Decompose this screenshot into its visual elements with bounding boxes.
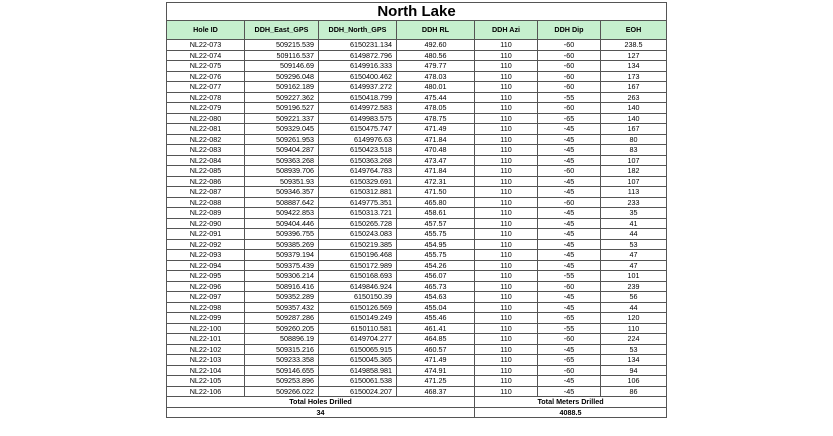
cell-east-gps: 509266.022 [245,386,319,397]
table-row [167,334,667,345]
table-row [167,218,667,229]
cell-dip: -65 [538,355,601,366]
cell-azi: 110 [475,197,538,208]
cell-azi: 110 [475,61,538,72]
cell-eoh: 56 [601,292,667,303]
table-row [167,313,667,324]
cell-eoh: 35 [601,208,667,219]
cell-north-gps: 6150061.538 [319,376,397,387]
cell-eoh: 44 [601,302,667,313]
table-row [167,271,667,282]
cell-north-gps: 6149916.333 [319,61,397,72]
cell-azi: 110 [475,229,538,240]
table-body [167,40,667,397]
cell-north-gps: 6150418.799 [319,92,397,103]
cell-rl: 471.50 [397,187,475,198]
cell-dip: -55 [538,271,601,282]
cell-north-gps: 6149983.575 [319,113,397,124]
cell-eoh: 83 [601,145,667,156]
cell-rl: 480.56 [397,50,475,61]
drill-hole-table [166,2,667,418]
table-row [167,61,667,72]
cell-azi: 110 [475,302,538,313]
column-header-dip: DDH Dip [538,21,601,40]
table-row [167,176,667,187]
cell-east-gps: 509385.269 [245,239,319,250]
cell-dip: -65 [538,113,601,124]
cell-azi: 110 [475,155,538,166]
cell-eoh: 113 [601,187,667,198]
table-row [167,166,667,177]
cell-eoh: 224 [601,334,667,345]
cell-dip: -60 [538,50,601,61]
table-row [167,281,667,292]
cell-eoh: 173 [601,71,667,82]
cell-hole-id: NL22-081 [167,124,245,135]
cell-dip: -45 [538,250,601,261]
total-meters-value: 4088.5 [475,407,667,418]
cell-eoh: 107 [601,155,667,166]
cell-dip: -65 [538,313,601,324]
cell-azi: 110 [475,386,538,397]
cell-azi: 110 [475,166,538,177]
cell-azi: 110 [475,323,538,334]
cell-eoh: 263 [601,92,667,103]
cell-north-gps: 6149937.272 [319,82,397,93]
total-holes-label: Total Holes Drilled [167,397,475,408]
cell-rl: 480.01 [397,82,475,93]
cell-north-gps: 6149764.783 [319,166,397,177]
table-row [167,113,667,124]
cell-dip: -60 [538,82,601,93]
cell-dip: -55 [538,323,601,334]
cell-dip: -60 [538,334,601,345]
cell-eoh: 238.5 [601,40,667,51]
cell-eoh: 80 [601,134,667,145]
cell-rl: 455.75 [397,229,475,240]
cell-east-gps: 509315.216 [245,344,319,355]
cell-azi: 110 [475,260,538,271]
cell-dip: -45 [538,155,601,166]
cell-north-gps: 6149775.351 [319,197,397,208]
cell-east-gps: 509296.048 [245,71,319,82]
cell-rl: 457.57 [397,218,475,229]
cell-east-gps: 509146.69 [245,61,319,72]
cell-azi: 110 [475,239,538,250]
table-row [167,155,667,166]
table-row [167,260,667,271]
cell-eoh: 94 [601,365,667,376]
cell-east-gps: 509287.286 [245,313,319,324]
cell-north-gps: 6150423.518 [319,145,397,156]
cell-rl: 454.95 [397,239,475,250]
column-header-north-gps: DDH_North_GPS [319,21,397,40]
cell-dip: -45 [538,187,601,198]
cell-east-gps: 509375.439 [245,260,319,271]
column-header-azi: DDH Azi [475,21,538,40]
cell-eoh: 239 [601,281,667,292]
total-holes-value: 34 [167,407,475,418]
cell-eoh: 167 [601,124,667,135]
cell-east-gps: 509351.93 [245,176,319,187]
table-row [167,50,667,61]
table-row [167,92,667,103]
cell-north-gps: 6150168.693 [319,271,397,282]
table-row [167,208,667,219]
column-header-rl: DDH RL [397,21,475,40]
table-row [167,302,667,313]
table-row [167,103,667,114]
cell-dip: -45 [538,208,601,219]
cell-rl: 465.80 [397,197,475,208]
cell-azi: 110 [475,113,538,124]
cell-dip: -45 [538,134,601,145]
cell-dip: -60 [538,166,601,177]
cell-azi: 110 [475,355,538,366]
column-header-east-gps: DDH_East_GPS [245,21,319,40]
cell-east-gps: 509146.655 [245,365,319,376]
cell-azi: 110 [475,92,538,103]
cell-hole-id: NL22-106 [167,386,245,397]
cell-hole-id: NL22-091 [167,229,245,240]
totals-label-row [167,397,667,408]
cell-hole-id: NL22-082 [167,134,245,145]
column-header-hole-id: Hole ID [167,21,245,40]
table-row [167,250,667,261]
cell-azi: 110 [475,187,538,198]
cell-rl: 473.47 [397,155,475,166]
cell-east-gps: 509363.268 [245,155,319,166]
cell-hole-id: NL22-076 [167,71,245,82]
cell-north-gps: 6150313.721 [319,208,397,219]
cell-hole-id: NL22-073 [167,40,245,51]
cell-azi: 110 [475,71,538,82]
cell-hole-id: NL22-080 [167,113,245,124]
cell-north-gps: 6149972.583 [319,103,397,114]
cell-dip: -45 [538,239,601,250]
cell-hole-id: NL22-090 [167,218,245,229]
table-row [167,365,667,376]
cell-rl: 456.07 [397,271,475,282]
cell-eoh: 86 [601,386,667,397]
cell-rl: 460.57 [397,344,475,355]
cell-east-gps: 509346.357 [245,187,319,198]
cell-dip: -45 [538,124,601,135]
table-row [167,145,667,156]
cell-rl: 472.31 [397,176,475,187]
cell-east-gps: 509233.358 [245,355,319,366]
cell-rl: 454.26 [397,260,475,271]
cell-azi: 110 [475,313,538,324]
cell-hole-id: NL22-078 [167,92,245,103]
cell-hole-id: NL22-103 [167,355,245,366]
cell-north-gps: 6149976.63 [319,134,397,145]
cell-azi: 110 [475,40,538,51]
cell-azi: 110 [475,208,538,219]
cell-north-gps: 6150150.39 [319,292,397,303]
cell-eoh: 120 [601,313,667,324]
cell-rl: 478.03 [397,71,475,82]
cell-eoh: 53 [601,344,667,355]
cell-east-gps: 509116.537 [245,50,319,61]
table-title: North Lake [167,3,667,21]
cell-dip: -60 [538,103,601,114]
cell-east-gps: 508896.19 [245,334,319,345]
cell-north-gps: 6150149.249 [319,313,397,324]
cell-rl: 471.84 [397,134,475,145]
table-row [167,376,667,387]
cell-rl: 461.41 [397,323,475,334]
cell-azi: 110 [475,50,538,61]
cell-hole-id: NL22-101 [167,334,245,345]
cell-east-gps: 509215.539 [245,40,319,51]
cell-north-gps: 6149846.924 [319,281,397,292]
cell-eoh: 140 [601,103,667,114]
cell-hole-id: NL22-098 [167,302,245,313]
cell-eoh: 107 [601,176,667,187]
cell-azi: 110 [475,281,538,292]
cell-rl: 471.84 [397,166,475,177]
cell-hole-id: NL22-105 [167,376,245,387]
cell-hole-id: NL22-086 [167,176,245,187]
cell-dip: -60 [538,197,601,208]
cell-dip: -45 [538,302,601,313]
cell-east-gps: 509422.853 [245,208,319,219]
cell-north-gps: 6149872.796 [319,50,397,61]
cell-east-gps: 509221.337 [245,113,319,124]
cell-eoh: 182 [601,166,667,177]
cell-dip: -55 [538,92,601,103]
table-row [167,124,667,135]
cell-east-gps: 509260.205 [245,323,319,334]
cell-north-gps: 6150045.365 [319,355,397,366]
cell-north-gps: 6150024.207 [319,386,397,397]
cell-rl: 474.91 [397,365,475,376]
cell-rl: 458.61 [397,208,475,219]
cell-rl: 475.44 [397,92,475,103]
column-header-row [167,21,667,40]
cell-rl: 455.75 [397,250,475,261]
cell-azi: 110 [475,344,538,355]
cell-north-gps: 6150172.989 [319,260,397,271]
table-row [167,386,667,397]
cell-east-gps: 508887.642 [245,197,319,208]
cell-rl: 465.73 [397,281,475,292]
cell-eoh: 101 [601,271,667,282]
cell-eoh: 127 [601,50,667,61]
table-row [167,40,667,51]
cell-azi: 110 [475,176,538,187]
table-row [167,82,667,93]
total-meters-label: Total Meters Drilled [475,397,667,408]
cell-eoh: 134 [601,355,667,366]
cell-rl: 455.04 [397,302,475,313]
cell-eoh: 47 [601,260,667,271]
cell-eoh: 41 [601,218,667,229]
cell-hole-id: NL22-079 [167,103,245,114]
cell-east-gps: 509352.289 [245,292,319,303]
cell-east-gps: 509306.214 [245,271,319,282]
cell-azi: 110 [475,271,538,282]
cell-hole-id: NL22-093 [167,250,245,261]
cell-dip: -45 [538,386,601,397]
cell-hole-id: NL22-085 [167,166,245,177]
table-row [167,187,667,198]
cell-dip: -60 [538,40,601,51]
cell-rl: 471.49 [397,355,475,366]
cell-north-gps: 6150312.881 [319,187,397,198]
cell-hole-id: NL22-096 [167,281,245,292]
cell-north-gps: 6150196.468 [319,250,397,261]
cell-north-gps: 6150329.691 [319,176,397,187]
cell-eoh: 106 [601,376,667,387]
cell-hole-id: NL22-100 [167,323,245,334]
cell-east-gps: 509396.755 [245,229,319,240]
cell-east-gps: 509379.194 [245,250,319,261]
cell-north-gps: 6150363.268 [319,155,397,166]
cell-dip: -45 [538,344,601,355]
cell-eoh: 110 [601,323,667,334]
cell-east-gps: 509404.446 [245,218,319,229]
cell-azi: 110 [475,218,538,229]
cell-eoh: 53 [601,239,667,250]
cell-dip: -45 [538,145,601,156]
cell-east-gps: 509227.362 [245,92,319,103]
cell-north-gps: 6150219.385 [319,239,397,250]
cell-hole-id: NL22-102 [167,344,245,355]
cell-north-gps: 6149704.277 [319,334,397,345]
table-row [167,197,667,208]
cell-rl: 471.25 [397,376,475,387]
cell-eoh: 140 [601,113,667,124]
cell-rl: 470.48 [397,145,475,156]
cell-hole-id: NL22-075 [167,61,245,72]
table-row [167,229,667,240]
cell-dip: -60 [538,61,601,72]
cell-north-gps: 6150231.134 [319,40,397,51]
cell-hole-id: NL22-099 [167,313,245,324]
cell-east-gps: 509253.896 [245,376,319,387]
cell-azi: 110 [475,334,538,345]
cell-north-gps: 6150110.581 [319,323,397,334]
cell-azi: 110 [475,365,538,376]
cell-dip: -45 [538,292,601,303]
cell-dip: -45 [538,376,601,387]
cell-hole-id: NL22-095 [167,271,245,282]
cell-azi: 110 [475,145,538,156]
cell-hole-id: NL22-094 [167,260,245,271]
table-row [167,134,667,145]
cell-east-gps: 509357.432 [245,302,319,313]
column-header-eoh: EOH [601,21,667,40]
cell-hole-id: NL22-092 [167,239,245,250]
table-row [167,323,667,334]
cell-azi: 110 [475,376,538,387]
cell-rl: 479.77 [397,61,475,72]
cell-hole-id: NL22-104 [167,365,245,376]
cell-rl: 455.46 [397,313,475,324]
cell-rl: 471.49 [397,124,475,135]
cell-azi: 110 [475,134,538,145]
table-row [167,239,667,250]
cell-east-gps: 509196.527 [245,103,319,114]
cell-east-gps: 509162.189 [245,82,319,93]
cell-hole-id: NL22-088 [167,197,245,208]
table-row [167,344,667,355]
cell-rl: 478.05 [397,103,475,114]
cell-dip: -45 [538,260,601,271]
cell-north-gps: 6150400.462 [319,71,397,82]
cell-eoh: 134 [601,61,667,72]
cell-north-gps: 6150243.083 [319,229,397,240]
cell-east-gps: 509329.045 [245,124,319,135]
cell-dip: -60 [538,365,601,376]
cell-east-gps: 508939.706 [245,166,319,177]
cell-azi: 110 [475,250,538,261]
cell-rl: 464.85 [397,334,475,345]
totals-value-row [167,407,667,418]
cell-east-gps: 509261.953 [245,134,319,145]
cell-azi: 110 [475,292,538,303]
table-row [167,292,667,303]
cell-azi: 110 [475,82,538,93]
cell-east-gps: 508916.416 [245,281,319,292]
cell-hole-id: NL22-074 [167,50,245,61]
cell-hole-id: NL22-089 [167,208,245,219]
cell-north-gps: 6150475.747 [319,124,397,135]
cell-hole-id: NL22-087 [167,187,245,198]
cell-azi: 110 [475,124,538,135]
cell-north-gps: 6150265.728 [319,218,397,229]
table-row [167,71,667,82]
cell-eoh: 44 [601,229,667,240]
cell-eoh: 167 [601,82,667,93]
cell-rl: 478.75 [397,113,475,124]
cell-azi: 110 [475,103,538,114]
cell-hole-id: NL22-097 [167,292,245,303]
table-row [167,355,667,366]
cell-dip: -45 [538,218,601,229]
cell-hole-id: NL22-083 [167,145,245,156]
cell-dip: -60 [538,281,601,292]
cell-hole-id: NL22-077 [167,82,245,93]
cell-hole-id: NL22-084 [167,155,245,166]
cell-dip: -45 [538,229,601,240]
cell-dip: -45 [538,176,601,187]
cell-north-gps: 6149858.981 [319,365,397,376]
cell-rl: 492.60 [397,40,475,51]
cell-dip: -60 [538,71,601,82]
cell-rl: 468.37 [397,386,475,397]
cell-eoh: 47 [601,250,667,261]
cell-rl: 454.63 [397,292,475,303]
cell-east-gps: 509404.287 [245,145,319,156]
cell-north-gps: 6150126.569 [319,302,397,313]
cell-eoh: 233 [601,197,667,208]
cell-north-gps: 6150065.915 [319,344,397,355]
